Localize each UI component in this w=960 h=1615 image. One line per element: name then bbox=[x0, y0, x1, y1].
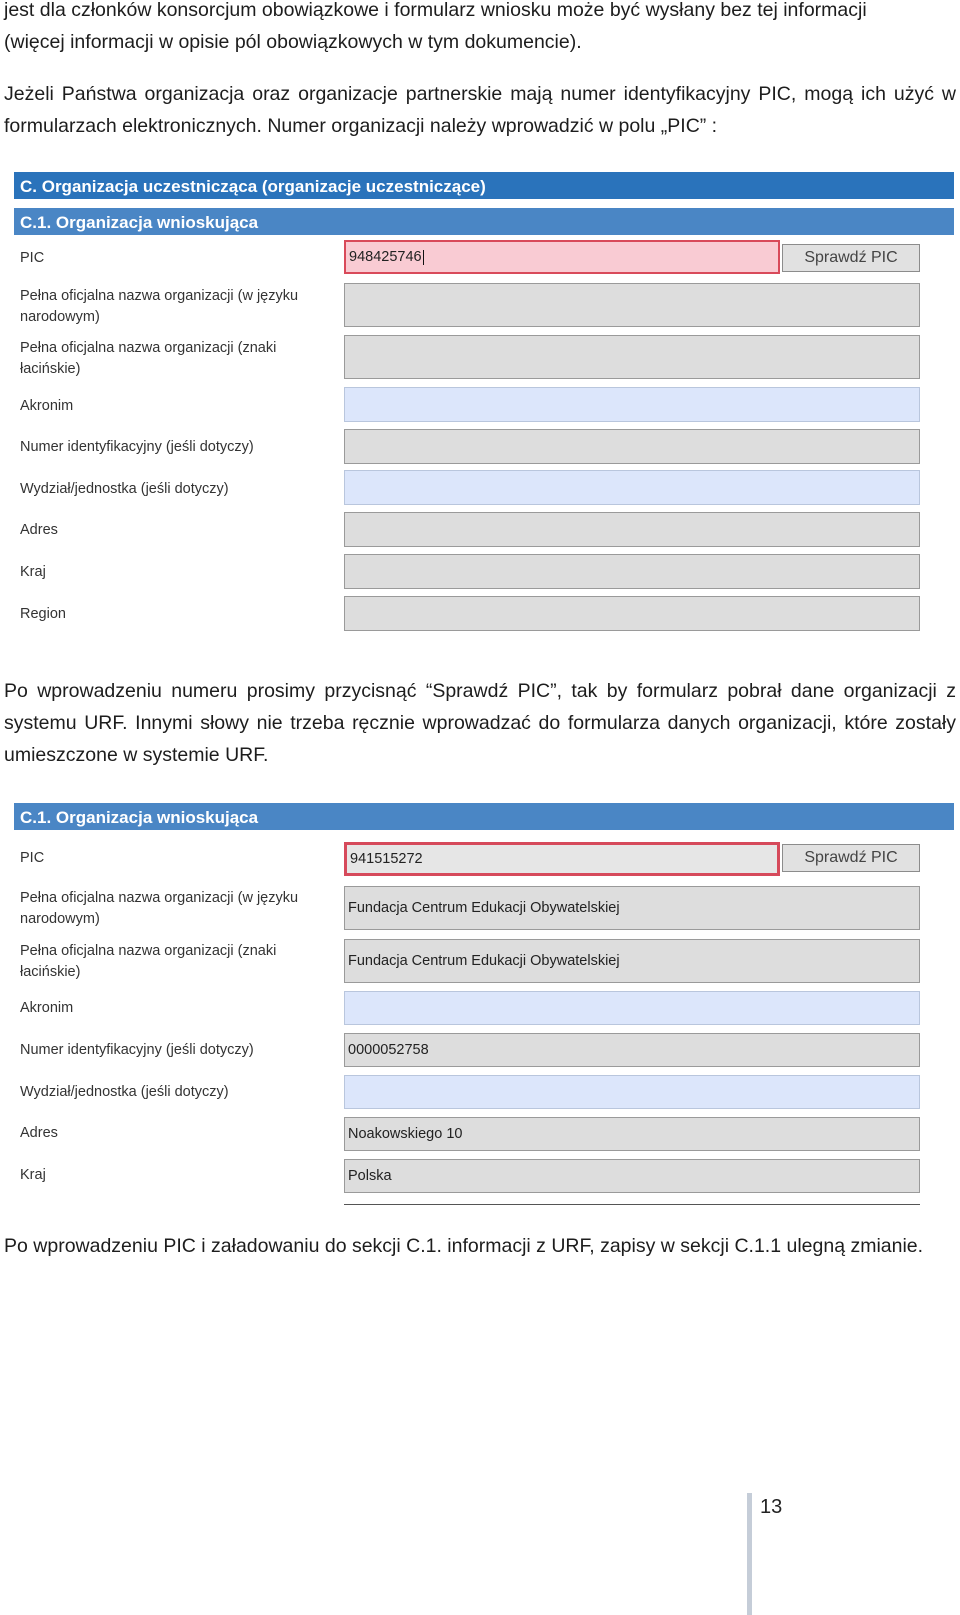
label-region: Region bbox=[20, 606, 66, 622]
department-field[interactable] bbox=[344, 1075, 920, 1109]
name-latin-field[interactable]: Fundacja Centrum Edukacji Obywatelskiej bbox=[344, 939, 920, 983]
acronym-field[interactable] bbox=[344, 387, 920, 422]
name-latin-field[interactable] bbox=[344, 335, 920, 379]
pic-input-value: 948425746 bbox=[349, 249, 422, 265]
label-id-number: Numer identyfikacyjny (jeśli dotyczy) bbox=[20, 1042, 254, 1058]
page-number-bar bbox=[747, 1493, 752, 1615]
form-screenshot-filled bbox=[14, 803, 954, 1203]
label-country: Kraj bbox=[20, 564, 46, 580]
label-name-national: Pełna oficjalna nazwa organizacji (w języku narodowym) bbox=[20, 890, 299, 927]
section-header-c: C. Organizacja uczestnicząca (organizacje uczestniczące) bbox=[14, 172, 954, 201]
label-id-number: Numer identyfikacyjny (jeśli dotyczy) bbox=[20, 439, 254, 455]
acronym-field[interactable] bbox=[344, 991, 920, 1025]
check-pic-button[interactable]: Sprawdź PIC bbox=[782, 244, 920, 272]
section-header-c1: C.1. Organizacja wnioskująca bbox=[14, 208, 954, 237]
label-name-latin: Pełna oficjalna nazwa organizacji (znaki łacińskie) bbox=[20, 943, 277, 980]
label-name-national: Pełna oficjalna nazwa organizacji (w języku narodowym) bbox=[20, 288, 299, 325]
paragraph-intro-line2: (więcej informacji w opisie pól obowiązkowych w tym dokumencie). bbox=[4, 31, 582, 53]
section-header-c1-filled: C.1. Organizacja wnioskująca bbox=[14, 803, 954, 832]
id-number-field[interactable]: 0000052758 bbox=[344, 1033, 920, 1067]
region-field[interactable] bbox=[344, 596, 920, 631]
label-pic: PIC bbox=[20, 850, 45, 866]
department-field[interactable] bbox=[344, 470, 920, 505]
name-national-field[interactable]: Fundacja Centrum Edukacji Obywatelskiej bbox=[344, 886, 920, 930]
paragraph-intro-line1: jest dla członków konsorcjum obowiązkowe i formularz wniosku może być wysłany bez tej informacji bbox=[4, 0, 867, 21]
pic-input[interactable] bbox=[344, 240, 780, 274]
label-pic: PIC bbox=[20, 250, 45, 266]
form-screenshot-empty bbox=[14, 172, 954, 650]
page-number: 13 bbox=[760, 1496, 783, 1518]
form-bottom-rule bbox=[344, 1204, 920, 1205]
paragraph-check-pic-instruction: Po wprowadzeniu numeru prosimy przycisnąć “Sprawdź PIC”, tak by formularz pobrał dane organizacji z systemu URF. Innymi słowy nie trzeba ręcznie wprowadzać do formularza danych organizacji, które zostały umieszczone w systemie URF. bbox=[4, 680, 956, 766]
country-field[interactable] bbox=[344, 554, 920, 589]
address-field[interactable]: Noakowskiego 10 bbox=[344, 1117, 920, 1151]
paragraph-pic-usage: Jeżeli Państwa organizacja oraz organizacje partnerskie mają numer identyfikacyjny PIC, mogą ich użyć w formularzach elektronicznych. Numer organizacji należy wprowadzić w polu „PIC” : bbox=[4, 83, 956, 137]
address-field[interactable] bbox=[344, 512, 920, 547]
label-acronym: Akronim bbox=[20, 398, 74, 414]
paragraph-after-load: Po wprowadzeniu PIC i załadowaniu do sekcji C.1. informacji z URF, zapisy w sekcji C.1.1 ulegną zmianie. bbox=[4, 1235, 924, 1257]
label-address: Adres bbox=[20, 1125, 58, 1141]
text-caret bbox=[423, 250, 424, 265]
name-national-field[interactable] bbox=[344, 283, 920, 327]
label-acronym: Akronim bbox=[20, 1000, 74, 1016]
label-address: Adres bbox=[20, 522, 58, 538]
label-department: Wydział/jednostka (jeśli dotyczy) bbox=[20, 1084, 229, 1100]
check-pic-button[interactable]: Sprawdź PIC bbox=[782, 844, 920, 872]
country-field[interactable]: Polska bbox=[344, 1159, 920, 1193]
label-name-latin: Pełna oficjalna nazwa organizacji (znaki łacińskie) bbox=[20, 340, 277, 377]
id-number-field[interactable] bbox=[344, 429, 920, 464]
label-country: Kraj bbox=[20, 1167, 46, 1183]
pic-input[interactable]: 941515272 bbox=[344, 842, 780, 876]
label-department: Wydział/jednostka (jeśli dotyczy) bbox=[20, 481, 229, 497]
